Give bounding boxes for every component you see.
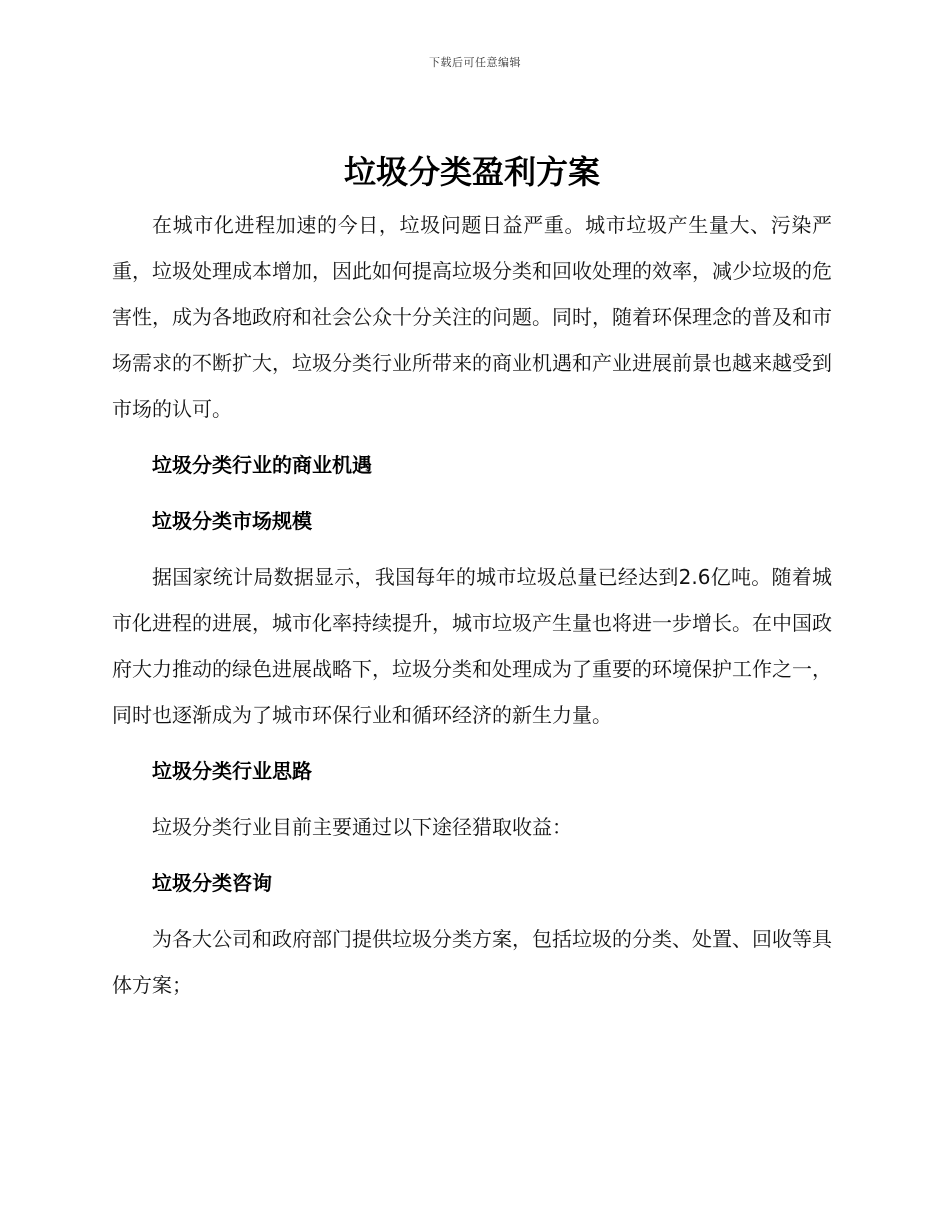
consulting-paragraph: 为各大公司和政府部门提供垃圾分类方案，包括垃圾的分类、处置、回收等具体方案； — [112, 927, 832, 997]
section-heading-consulting: 垃圾分类咨询 — [152, 871, 272, 895]
section-heading-ideas: 垃圾分类行业思路 — [152, 759, 312, 783]
market-paragraph: 据国家统计局数据显示，我国每年的城市垃圾总量已经达到2.6亿吨。随着城市化进程的进展，城市化率持续提升，城市垃圾产生量也将进一步增长。在中国政府大力推动的绿色进展战略下，垃圾分类和处理成为了重要的环境保护工作之一，同时也逐渐成为了城市环保行业和循环经济的新生力量。 — [112, 565, 832, 727]
document-title: 垃圾分类盈利方案 — [343, 153, 600, 191]
document-body — [112, 148, 832, 1008]
section-heading-opportunity: 垃圾分类行业的商业机遇 — [152, 453, 372, 477]
section-heading-market: 垃圾分类市场规模 — [152, 509, 312, 533]
intro-paragraph: 在城市化进程加速的今日，垃圾问题日益严重。城市垃圾产生量大、污染严重，垃圾处理成本增加，因此如何提高垃圾分类和回收处理的效率，减少垃圾的危害性，成为各地政府和社会公众十分关注的问题。同时，随着环保理念的普及和市场需求的不断扩大，垃圾分类行业所带来的商业机遇和产业进展前景也越来越受到市场的认可。 — [112, 213, 832, 421]
header-note: 下载后可任意编辑 — [429, 56, 521, 69]
ideas-paragraph: 垃圾分类行业目前主要通过以下途径猎取收益： — [152, 815, 572, 839]
